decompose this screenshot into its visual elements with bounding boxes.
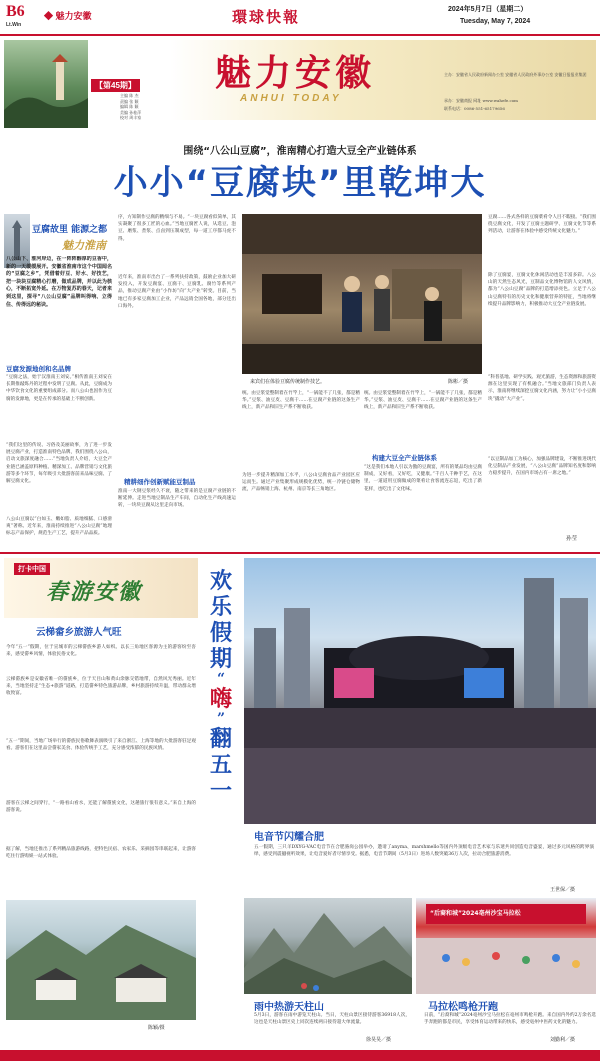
- music-credit: 王世保／摄: [550, 887, 576, 893]
- run-credit: 刘勤利／摄: [550, 1037, 576, 1043]
- pagoda-illustration: [4, 40, 88, 128]
- article-paragraph: 为进一步提升精深加工水平，八公山豆腐食品产业园区应运而生。通过产业集聚形成规模化优势，统一冷链仓储物流，产品畅销上海、杭州、南京等长三角地区。: [242, 473, 360, 493]
- mountain-illustration: [244, 898, 412, 994]
- article-paragraph: 统。由豆浆觉整制着在竹竿上，“一锅能不了几张，都是精华。”豆浆、油豆皮、豆腐干……在豆腐产业链的这条生产线上，新产品和旧生产系不断收获。: [242, 391, 360, 411]
- section-heading: 精耕细作创新赋能豆制品: [124, 478, 196, 486]
- vertical-char: 欢: [209, 568, 232, 594]
- vertical-char: 假: [209, 620, 232, 646]
- travel-banner-big: 春游安徽: [46, 579, 143, 605]
- page-number-sub: Lt.Win: [6, 22, 22, 28]
- masthead-tel: 联系电话：0086-551-65179656: [444, 106, 505, 111]
- village-illustration: [6, 900, 196, 1020]
- travel-paragraph: 云梯畲族乡是安徽省唯一的畲族乡，位于天目山和黄山余脉交错地带，自然风光秀丽。近年来，当地坚持走“生态+旅游”道路，打造畲乡特色旅游品牌，乡村旅游持续升温，带动群众增收致富。: [6, 677, 196, 697]
- travel-paragraph: 据了解，当地还推出了系列精品旅游线路，把特色民宿、农家乐、采摘园等串联起来，让游客吃住行游购娱一站式体验。: [6, 847, 196, 860]
- travel-title: 云梯畲乡旅游人气旺: [36, 627, 122, 638]
- staff-line: 美编 孙桂萍: [120, 109, 142, 115]
- holiday-vertical-title: [204, 568, 238, 804]
- vertical-char: 五: [209, 752, 232, 778]
- article-credit: 孙莹: [566, 536, 578, 542]
- masthead-staff: [120, 93, 141, 121]
- article-paragraph: 近年来，淮南市出台了一系列扶持政策，鼓励企业加大研发投入，开发豆腐宴、豆腐干、豆腐乳、腐竹等系列产品，推动豆腐产业由“小作坊”向“大产业”转变。目前，当地已有多家豆腐加工企业，产品远销全国各地，部分还出口海外。: [118, 275, 236, 309]
- article-paragraph: “以豆制品加工为核心，加强品牌建设，不断推进现代化豆制品产业发展，“八公山豆腐”品牌知名度和影响力稳步提升，在国内市场占有一席之地。”: [488, 457, 596, 477]
- sidebar-subtitle: 魅力淮南: [62, 239, 106, 252]
- masthead-sponsor: 主办：安徽省人民政府新闻办公室 安徽省人民政府外事办公室 安徽日报报业集团: [444, 72, 587, 77]
- travel-paragraph: 游客在云梯之间穿行，“一路看山看水，还能了解畲族文化，这趟旅行很有意义。”来自上海的游客说。: [6, 801, 196, 814]
- staff-line: 责编 张 颖: [120, 98, 139, 104]
- footer-bar: [0, 1050, 600, 1061]
- travel-paragraph: “五一”期间，当地广场举行的畲族民俗歌舞表演吸引了来自浙江、上海等地的大批游客驻足观看。游客们在这里品尝畲家美食、体验传统手工艺，充分感受浓郁的民族风情。: [6, 739, 196, 752]
- vertical-char: 嗨: [209, 686, 232, 712]
- article-paragraph: “科普基地、研学实践、观光旅游，生态资源和旅游资源在这里实现了有机融合。”当地文旅部门负责人表示，淮南将继续深挖豆腐文化内涵，努力让“小小豆腐块”撬动“大产业”。: [488, 375, 596, 402]
- travel-photo: [6, 900, 196, 1020]
- vertical-char: 乐: [209, 594, 232, 620]
- vertical-char: 一: [209, 778, 232, 804]
- music-festival-photo: [244, 558, 596, 824]
- article-paragraph: 八公山豆腐以“白如玉、嫩如脂、质地细腻、口感滑爽”著称。近年来，淮南持续推进“八公山豆腐”地理标志产品保护，规范生产工艺，提升产品品质。: [6, 517, 112, 537]
- vertical-char: 期: [209, 646, 232, 672]
- section-divider: [0, 552, 600, 554]
- page-number: B6: [6, 3, 25, 20]
- article-paragraph: 淮南一大钢豆浆经久不衰，随之带来的是豆腐产业链的不断延伸。走进当地豆制品生产车间，自动化生产线高速运转，一块块豆腐从这里走向市场。: [118, 489, 236, 509]
- staff-line: 校对 周丰家: [120, 115, 142, 121]
- article-paragraph: “我们这里的传说、习俗及美丽故事，为了进一步发展豆腐产业，打造淮南特色品牌，我们围绕八公山，启动文旅深度融合……”当地负责人介绍，大豆全产业链已涵盖原料种植、精深加工、品牌营销与文化旅游等多个环节，每年吸引大批游客前来品味豆腐、了解豆腐文化。: [6, 443, 112, 485]
- sidebar-intro: 八公山下、淮河岸边，在一阵阵醇厚的豆香中，新的一天缓缓展开。安徽省淮南市这个中国闻名的“豆腐之乡”，凭借着好豆、好水、好技艺，把一块块豆腐精心打磨，做成品牌，并以此为核心，不断拓宽外延。在万物复苏的春天，记者来到这里，探寻“八公山豆腐”品牌叫得响、立得住、传得远的秘诀。: [6, 256, 112, 308]
- music-text: 五一假期，三只羊DXYG-VAC电音节在合肥骆岗公园举办，邀请了anyma、marshmello等国内外顶级电音艺术家与乐迷共同创造电音盛宴，通过多元风格的跨界演绎，感受到震撼视听效果，让电音爱好者尽情享受。据悉，电音节期间（5月3日）进场人数突破36万人次，拉动合肥旅游消费。: [254, 845, 594, 858]
- article-paragraph: 序，方知制作豆腐的精细与不易。“一块豆腐看似简单，其实凝聚了很多工匠的心血。”当地豆腐匠人说，从选豆、泡豆、磨浆、煮浆、点卤到压制成型，每一道工序都马虎不得。: [118, 215, 236, 242]
- section-label: [44, 9, 92, 22]
- lead-kicker: 围绕“八公山豆腐”，淮南精心打造大豆全产业链体系: [183, 146, 417, 157]
- masthead-title: 魅力安徽: [215, 52, 376, 94]
- masthead-photo: [4, 40, 88, 128]
- rain-credit: 徐昊昊／摄: [366, 1037, 392, 1043]
- photo-caption: 来宾们在体验豆腐传统制作技艺。: [250, 379, 326, 385]
- sidebar-headline: 豆腐故里 能源之都: [32, 225, 108, 235]
- tianzhu-mountain-photo: [244, 898, 412, 994]
- vertical-char: ”: [216, 711, 226, 727]
- vertical-char: 翻: [209, 726, 232, 752]
- travel-banner-small: 打卡中国: [14, 563, 50, 575]
- staff-line: 编辑 陈 颖: [120, 104, 139, 110]
- music-title: 电音节闪耀合肥: [254, 832, 324, 843]
- masthead-contact: 承办：安徽商报 网址 www.wahefe.com: [444, 98, 518, 103]
- staff-line: 主编 陈 杰: [120, 93, 139, 98]
- article-paragraph: 除了豆腐宴，豆腐文化休闲活动也是丰富多彩。八公山的天然生态风光，豆制品文化博物馆的人文风情，都为“八公山豆腐”品牌的打造增添亮色。立足于八公山豆腐特有的历史文化和健康营养的特征，当地将继续提升品牌影响力，积极推动大豆全产业链发展。: [488, 273, 596, 307]
- masthead-title-en: ANHUI TODAY: [240, 93, 342, 104]
- run-text: 日前，“后裔和城”2024亳州沙宝马拉松在亳州市鸣枪开跑。来自国内外约2万余名选手奔跑的都是市民，享受体育运动带来的快乐，感受亳州中医药文化的魅力。: [424, 1013, 596, 1026]
- date-cn: 2024年5月7日（星期二）: [448, 6, 528, 13]
- vertical-char: “: [216, 671, 226, 687]
- article-paragraph: “豆腐之法，始于汉淮南王刘安。”相传淮南王刘安在长期推敲炼丹的过程中发明了豆腐。从此，豆腐成为中华饮食文化的重要组成部分。而八公山也因作为豆腐的发源地，更是在传承的基础上不断创新。: [6, 375, 112, 402]
- rain-text: 5月3日，游客在雨中游览天柱山。当日，天柱山景区接待游客36918人次，这也是天柱山景区史上同次连续两日接待超大单流量。: [254, 1013, 410, 1026]
- issue-number: 【第45期】: [91, 79, 140, 92]
- article-paragraph: “这是我们本地人引以为傲的豆腐宴，所有的菜品均由豆腐制成，又好看，又好吃，又健康。”千百人千种手艺，在这里，一道道用豆腐做成的菜肴让食客流连忘返，吃出了新花样，也吃出了文化味。: [364, 465, 482, 492]
- travel-credit: 陈颖/摄: [148, 1025, 165, 1031]
- lead-title: 小小“豆腐块”里乾坤大: [113, 163, 487, 203]
- rain-title: 雨中热游天柱山: [254, 1002, 324, 1013]
- workshop-illustration: [242, 214, 482, 374]
- section-label-text: 魅力安徽: [55, 11, 92, 21]
- article-paragraph: 豆腐……各式各样的豆腐菜肴令人目不暇接。“我们围绕豆腐文化，开发了豆腐主题研学、豆腐文化节等系列活动，让游客在体验中感受传统文化魅力。”: [488, 215, 596, 235]
- tofu-workshop-photo: [242, 214, 482, 374]
- diamond-icon: ◆: [44, 11, 54, 21]
- travel-paragraph: 今年“五一”假期，位于宣城市的云梯畲族乡游人如织。以长三角地区客源为主的游客纷至沓来，感受畲乡风情，体验民俗文化。: [6, 645, 196, 658]
- article-paragraph: 统。由豆浆觉整制着在竹竿上，“一锅能不了几张，都是精华。”豆浆、油豆皮、豆腐干……在豆腐产业链的这条生产线上，新产品和旧生产系不断收获。: [364, 391, 482, 411]
- festival-illustration: [244, 558, 596, 824]
- paper-title: 環球快報: [232, 10, 301, 26]
- marathon-banner-text: “后裔和城”2024亳州沙宝马拉松: [430, 910, 521, 917]
- section-heading: 豆腐发源地创和名品牌: [6, 365, 71, 373]
- photo-credit: 陈彬／摄: [448, 379, 469, 385]
- run-title: 马拉松鸣枪开跑: [428, 1002, 498, 1013]
- section-heading: 构建大豆全产业链体系: [372, 454, 437, 462]
- date-en: Tuesday, May 7, 2024: [460, 18, 531, 25]
